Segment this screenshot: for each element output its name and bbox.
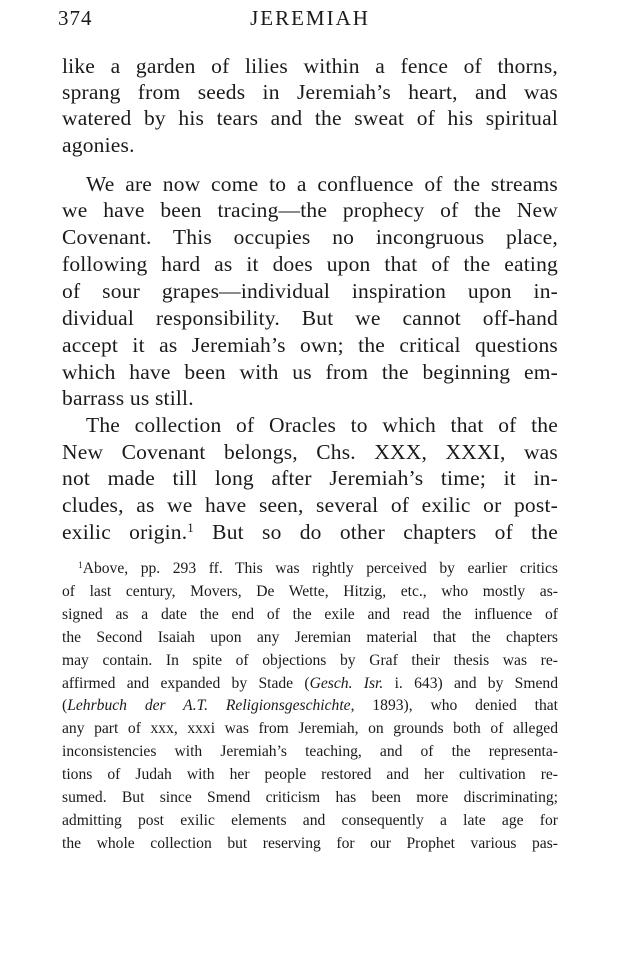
body-line: [62, 53, 558, 79]
text-segment: cludes, as we have seen, several of exilic or post-: [62, 493, 558, 517]
text-segment: Covenant. This occupies no incongruous place,: [62, 225, 558, 249]
body-line: [62, 79, 558, 105]
text-segment: inconsistencies with Jeremiah’s teaching, and of the representa-: [62, 743, 558, 761]
body-line: [62, 278, 558, 304]
text-segment: the whole collection but reserving for our Prophet various pas-: [62, 834, 558, 852]
page-number: 374: [58, 6, 93, 30]
footnote-line: [62, 810, 558, 832]
body-line: [62, 465, 558, 491]
text-segment: But so do other chapters of the: [193, 520, 558, 544]
text-segment: sprang from seeds in Jeremiah’s heart, and was: [62, 80, 558, 104]
text-segment: (: [62, 697, 68, 715]
text-segment: the Second Isaiah upon any Jeremian material that the chapters: [62, 628, 558, 646]
footnote-line: [62, 695, 558, 717]
footnote-marker: 1: [78, 560, 83, 571]
footnote-line: [62, 764, 558, 786]
text-segment: sumed. But since Smend criticism has been more discriminating;: [62, 789, 558, 806]
body-line: [62, 305, 558, 331]
text-segment: of last century, Movers, De Wette, Hitzig, etc., who mostly as-: [62, 582, 558, 600]
body-line: [86, 171, 558, 197]
text-segment: , 1893), who denied that: [350, 697, 558, 715]
footnote-line: [62, 787, 558, 809]
body-line: [62, 359, 558, 385]
body-line: [86, 412, 558, 438]
text-segment: which have been with us from the beginning em-: [62, 360, 558, 384]
text-segment: of sour grapes—individual inspiration upon in-: [62, 279, 558, 303]
text-segment: may contain. In spite of objections by Graf their thesis was re-: [62, 651, 558, 669]
footnote-line: [62, 718, 558, 740]
body-line: [62, 251, 558, 277]
text-segment: we have been tracing—the prophecy of the New: [62, 198, 558, 222]
footnote-line: [62, 581, 558, 603]
footnote-line: [62, 604, 558, 626]
text-segment: tions of Judah with her people restored and her cultivation re-: [62, 766, 558, 784]
body-line: [62, 385, 558, 411]
text-segment: barrass us still.: [62, 386, 194, 410]
text-segment: following hard as it does upon that of the eating: [62, 252, 558, 276]
body-line: [62, 105, 558, 131]
text-segment: accept it as Jeremiah’s own; the critical questions: [62, 333, 558, 357]
text-segment: affirmed and expanded by Stade (: [62, 674, 310, 692]
footnote-line: [62, 650, 558, 672]
footnote-marker: 1: [187, 520, 194, 535]
text-segment: exilic origin.: [62, 520, 188, 544]
footnote-line: [62, 741, 558, 763]
text-segment: not made till long after Jeremiah’s time; it in-: [62, 466, 558, 490]
body-line: [62, 519, 558, 545]
body-line: [62, 132, 558, 158]
text-segment: admitting post exilic elements and consequently a late age for: [62, 811, 558, 829]
text-segment: New Covenant belongs, Chs. XXX, XXXI, was: [62, 440, 558, 464]
text-segment: agonies.: [62, 133, 135, 157]
body-line: [62, 439, 558, 465]
text-segment: any part of xxx, xxxi was from Jeremiah, on grounds both of alleged: [62, 720, 558, 738]
italic-text: Lehrbuch der A.T. Religionsgeschichte: [67, 697, 351, 715]
text-segment: dividual responsibility. But we cannot off-hand: [62, 306, 558, 330]
text-segment: like a garden of lilies within a fence of thorns,: [62, 54, 558, 78]
text-segment: signed as a date the end of the exile and read the influence of: [62, 605, 558, 623]
body-line: [62, 197, 558, 223]
footnote-line: [62, 833, 558, 855]
text-segment: We are now come to a confluence of the streams: [86, 172, 558, 196]
running-title: JEREMIAH: [250, 6, 370, 30]
footnote-line: [78, 558, 558, 580]
footnote-line: [62, 673, 558, 695]
text-segment: The collection of Oracles to which that of the: [86, 413, 558, 437]
footnote-line: [62, 627, 558, 649]
text-segment: watered by his tears and the sweat of his spiritual: [62, 106, 558, 130]
text-segment: i. 643) and by Smend: [383, 674, 559, 692]
body-line: [62, 224, 558, 250]
italic-text: Gesch. Isr.: [309, 674, 384, 692]
body-line: [62, 332, 558, 358]
body-line: [62, 492, 558, 518]
text-segment: Above, pp. 293 ff. This was rightly perceived by earlier critics: [82, 560, 558, 577]
